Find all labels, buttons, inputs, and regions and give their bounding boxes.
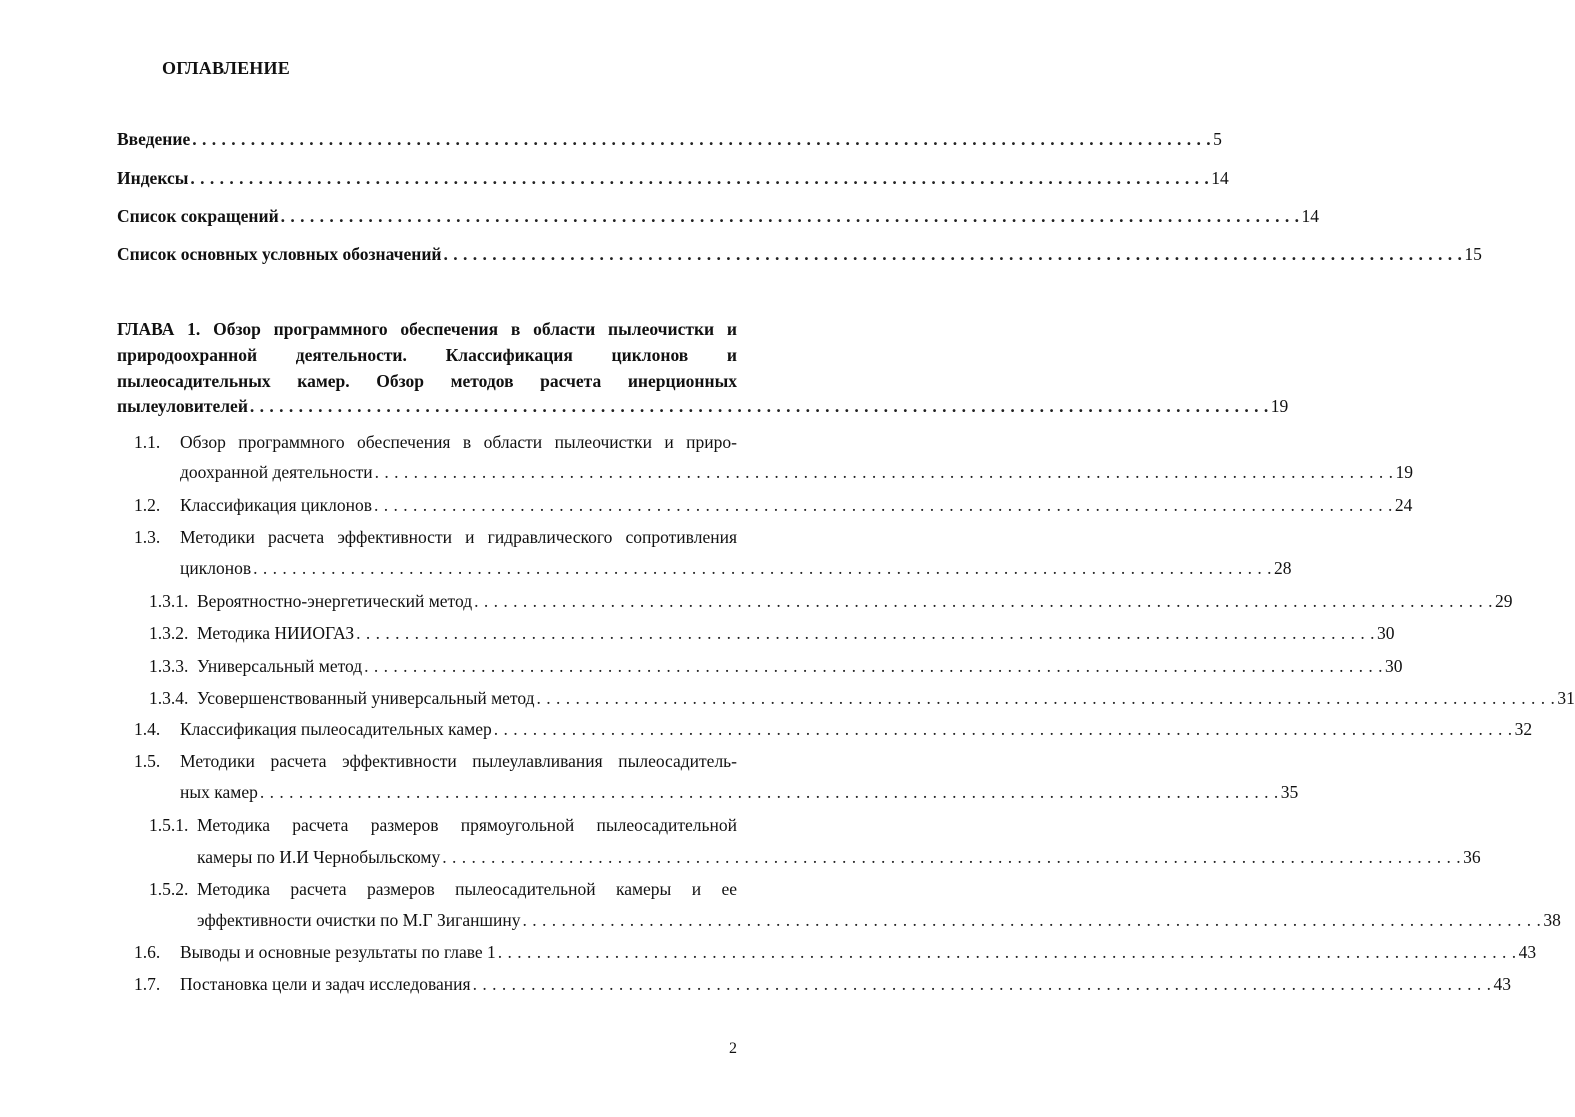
- toc-entry-page: 43: [1518, 942, 1537, 962]
- section-number: 1.7.: [134, 974, 161, 994]
- toc-entry-indexes[interactable]: [117, 166, 1229, 190]
- toc-entry-symbols[interactable]: [117, 242, 1482, 266]
- toc-entry-page: 36: [1463, 847, 1481, 867]
- toc-entry-abbreviations[interactable]: [117, 204, 1320, 228]
- section-title-line: Методика расчета размеров прямоугольной пылеосадительной: [197, 815, 737, 835]
- section-number: 1.5.2.: [149, 879, 189, 899]
- toc-entry-page: 35: [1280, 782, 1299, 802]
- section-number: 1.5.1.: [149, 815, 189, 835]
- toc-entry-1-3-3[interactable]: [197, 654, 1403, 678]
- toc-entry-page: 28: [1273, 558, 1292, 578]
- toc-entry-1-5[interactable]: [180, 780, 1299, 804]
- toc-entry-1-3-2[interactable]: [197, 621, 1395, 645]
- toc-entry-label: камеры по И.И Чернобыльскому: [197, 847, 441, 867]
- dot-leader: . . . . . . . . . . . . . . . . . . . . . . . . . . . . . . . . . . . . . . . . . . . . . . . . . . . . . . . . . . . . . . . . . . . . . . . . . . . . . . . . . . . . . . . . . . . . . . . . . . . . . . . . .: [253, 558, 1272, 578]
- toc-entry-page: 15: [1464, 244, 1482, 264]
- dot-leader: . . . . . . . . . . . . . . . . . . . . . . . . . . . . . . . . . . . . . . . . . . . . . . . . . . . . . . . . . . . . . . . . . . . . . . . . . . . . . . . . . . . . . . . . . . . . . . . . . . . . . . . . .: [192, 129, 1212, 149]
- dot-leader: . . . . . . . . . . . . . . . . . . . . . . . . . . . . . . . . . . . . . . . . . . . . . . . . . . . . . . . . . . . . . . . . . . . . . . . . . . . . . . . . . . . . . . . . . . . . . . . . . . . . . . . . .: [259, 782, 1279, 802]
- toc-entry-label: Классификация циклонов: [180, 495, 373, 515]
- toc-entry-page: 14: [1301, 206, 1320, 226]
- section-number: 1.5.: [134, 751, 161, 771]
- toc-entry-label: Вероятностно-энергетический метод: [197, 591, 473, 611]
- toc-entry-1-4[interactable]: [180, 717, 1533, 741]
- toc-entry-label: Индексы: [117, 168, 189, 188]
- section-number: 1.2.: [134, 495, 161, 515]
- toc-entry-label: эффективности очистки по М.Г Зиганшину: [197, 910, 521, 930]
- toc-entry-1-5-1[interactable]: [197, 845, 1481, 869]
- toc-entry-label: доохранной деятельности: [180, 462, 373, 482]
- toc-entry-label: Введение: [117, 129, 191, 149]
- section-title-line: Обзор программного обеспечения в области пылеочистки и приро-: [180, 432, 737, 452]
- dot-leader: . . . . . . . . . . . . . . . . . . . . . . . . . . . . . . . . . . . . . . . . . . . . . . . . . . . . . . . . . . . . . . . . . . . . . . . . . . . . . . . . . . . . . . . . . . . . . . . . . . . . . . . . .: [374, 495, 1393, 515]
- toc-entry-label: Методика НИИОГАЗ: [197, 623, 355, 643]
- dot-leader: . . . . . . . . . . . . . . . . . . . . . . . . . . . . . . . . . . . . . . . . . . . . . . . . . . . . . . . . . . . . . . . . . . . . . . . . . . . . . . . . . . . . . . . . . . . . . . . . . . . . . . . . .: [374, 462, 1394, 482]
- page-title: ОГЛАВЛЕНИЕ: [162, 58, 290, 78]
- section-title-line: Методика расчета размеров пылеосадительной камеры и ее: [197, 879, 737, 899]
- toc-entry-page: 31: [1557, 688, 1575, 708]
- toc-entry-page: 30: [1377, 623, 1395, 643]
- section-number: 1.1.: [134, 432, 161, 452]
- toc-entry-1-1[interactable]: [180, 460, 1414, 484]
- toc-entry-label: Классификация пылеосадительных камер: [180, 719, 492, 739]
- toc-entry-1-5-2[interactable]: [197, 908, 1561, 932]
- section-number: 1.3.1.: [149, 591, 189, 611]
- toc-entry-1-6[interactable]: [180, 940, 1537, 964]
- toc-entry-1-3-4[interactable]: [197, 686, 1575, 710]
- toc-entry-label: Список основных условных обозначений: [117, 244, 442, 264]
- section-number: 1.3.3.: [149, 656, 189, 676]
- toc-entry-page: 29: [1495, 591, 1513, 611]
- toc-entry-1-2[interactable]: [180, 493, 1413, 517]
- dot-leader: . . . . . . . . . . . . . . . . . . . . . . . . . . . . . . . . . . . . . . . . . . . . . . . . . . . . . . . . . . . . . . . . . . . . . . . . . . . . . . . . . . . . . . . . . . . . . . . . . . . . . . . . .: [356, 623, 1376, 643]
- dot-leader: . . . . . . . . . . . . . . . . . . . . . . . . . . . . . . . . . . . . . . . . . . . . . . . . . . . . . . . . . . . . . . . . . . . . . . . . . . . . . . . . . . . . . . . . . . . . . . . . . . . . . . . . .: [536, 688, 1556, 708]
- chapter-heading-line: ГЛАВА 1. Обзор программного обеспечения в области пылеочистки и: [117, 319, 737, 339]
- toc-entry-page: 30: [1385, 656, 1403, 676]
- dot-leader: . . . . . . . . . . . . . . . . . . . . . . . . . . . . . . . . . . . . . . . . . . . . . . . . . . . . . . . . . . . . . . . . . . . . . . . . . . . . . . . . . . . . . . . . . . . . . . . . . . . . . . . . .: [364, 656, 1384, 676]
- toc-entry-page: 14: [1211, 168, 1229, 188]
- section-number: 1.4.: [134, 719, 161, 739]
- toc-entry-label: Список сокращений: [117, 206, 279, 226]
- toc-entry-page: 19: [1270, 396, 1289, 416]
- toc-entry-page: 38: [1543, 910, 1561, 930]
- section-title-line: Методики расчета эффективности пылеулавливания пылеосадитель-: [180, 751, 737, 771]
- toc-entry-label: Постановка цели и задач исследования: [180, 974, 471, 994]
- toc-entry-page: 32: [1514, 719, 1533, 739]
- toc-entry-1-7[interactable]: [180, 972, 1511, 996]
- toc-entry-1-3[interactable]: [180, 556, 1292, 580]
- dot-leader: . . . . . . . . . . . . . . . . . . . . . . . . . . . . . . . . . . . . . . . . . . . . . . . . . . . . . . . . . . . . . . . . . . . . . . . . . . . . . . . . . . . . . . . . . . . . . . . . . . . . . . . . .: [493, 719, 1513, 739]
- dot-leader: . . . . . . . . . . . . . . . . . . . . . . . . . . . . . . . . . . . . . . . . . . . . . . . . . . . . . . . . . . . . . . . . . . . . . . . . . . . . . . . . . . . . . . . . . . . . . . . . . . . . . . . . .: [190, 168, 1210, 188]
- toc-entry-page: 5: [1213, 129, 1222, 149]
- dot-leader: . . . . . . . . . . . . . . . . . . . . . . . . . . . . . . . . . . . . . . . . . . . . . . . . . . . . . . . . . . . . . . . . . . . . . . . . . . . . . . . . . . . . . . . . . . . . . . . . . . . . . . . . .: [280, 206, 1300, 226]
- dot-leader: . . . . . . . . . . . . . . . . . . . . . . . . . . . . . . . . . . . . . . . . . . . . . . . . . . . . . . . . . . . . . . . . . . . . . . . . . . . . . . . . . . . . . . . . . . . . . . . . . . . . . . . . .: [442, 847, 1462, 867]
- dot-leader: . . . . . . . . . . . . . . . . . . . . . . . . . . . . . . . . . . . . . . . . . . . . . . . . . . . . . . . . . . . . . . . . . . . . . . . . . . . . . . . . . . . . . . . . . . . . . . . . . . . . . . . . .: [497, 942, 1517, 962]
- page-number: 2: [729, 1040, 737, 1057]
- chapter-heading-line: природоохранной деятельности. Классификация циклонов и: [117, 345, 737, 365]
- toc-entry-label: Выводы и основные результаты по главе 1: [180, 942, 496, 962]
- section-number: 1.6.: [134, 942, 161, 962]
- dot-leader: . . . . . . . . . . . . . . . . . . . . . . . . . . . . . . . . . . . . . . . . . . . . . . . . . . . . . . . . . . . . . . . . . . . . . . . . . . . . . . . . . . . . . . . . . . . . . . . . . . . . . . . . .: [443, 244, 1463, 264]
- section-number: 1.3.2.: [149, 623, 189, 643]
- toc-entry-label: пылеуловителей: [117, 396, 248, 416]
- dot-leader: . . . . . . . . . . . . . . . . . . . . . . . . . . . . . . . . . . . . . . . . . . . . . . . . . . . . . . . . . . . . . . . . . . . . . . . . . . . . . . . . . . . . . . . . . . . . . . . . . . . . . . . . .: [249, 396, 1269, 416]
- section-title-line: Методики расчета эффективности и гидравлического сопротивления: [180, 527, 737, 547]
- toc-entry-page: 43: [1493, 974, 1511, 994]
- chapter-heading-line: пылеосадительных камер. Обзор методов расчета инерционных: [117, 371, 737, 391]
- toc-entry-page: 24: [1394, 495, 1413, 515]
- toc-entry-page: 19: [1395, 462, 1414, 482]
- section-number: 1.3.4.: [149, 688, 189, 708]
- toc-entry-label: циклонов: [180, 558, 252, 578]
- section-number: 1.3.: [134, 527, 161, 547]
- dot-leader: . . . . . . . . . . . . . . . . . . . . . . . . . . . . . . . . . . . . . . . . . . . . . . . . . . . . . . . . . . . . . . . . . . . . . . . . . . . . . . . . . . . . . . . . . . . . . . . . . . . . . . . . .: [472, 974, 1492, 994]
- dot-leader: . . . . . . . . . . . . . . . . . . . . . . . . . . . . . . . . . . . . . . . . . . . . . . . . . . . . . . . . . . . . . . . . . . . . . . . . . . . . . . . . . . . . . . . . . . . . . . . . . . . . . . . . .: [474, 591, 1493, 611]
- toc-entry-label: Универсальный метод: [197, 656, 363, 676]
- toc-entry-label: Усовершенствованный универсальный метод: [197, 688, 535, 708]
- toc-entry-chapter-1[interactable]: [117, 394, 1289, 418]
- toc-entry-label: ных камер: [180, 782, 258, 802]
- toc-entry-1-3-1[interactable]: [197, 589, 1513, 613]
- toc-entry-introduction[interactable]: [117, 127, 1222, 151]
- dot-leader: . . . . . . . . . . . . . . . . . . . . . . . . . . . . . . . . . . . . . . . . . . . . . . . . . . . . . . . . . . . . . . . . . . . . . . . . . . . . . . . . . . . . . . . . . . . . . . . . . . . . . . . . .: [522, 910, 1542, 930]
